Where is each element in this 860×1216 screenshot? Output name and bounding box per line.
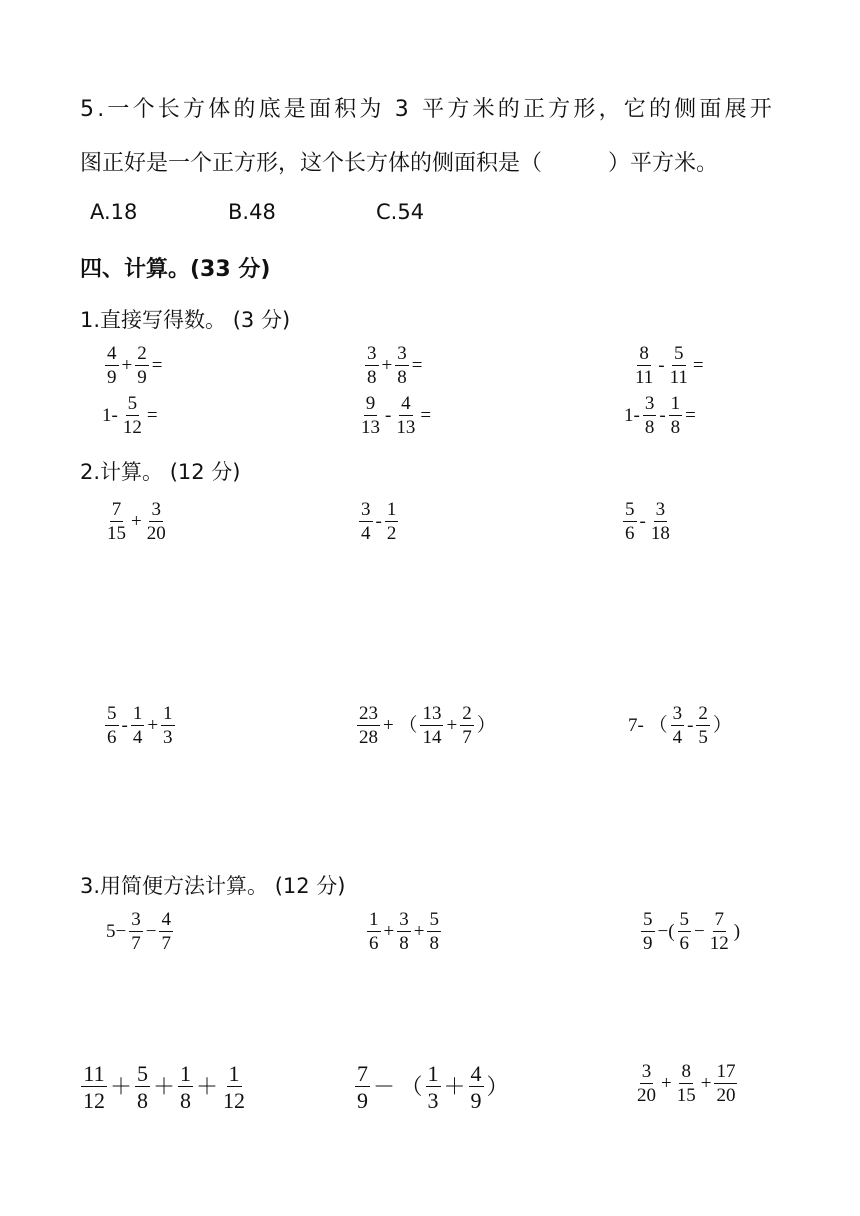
denominator: 8: [367, 366, 377, 388]
operator: +: [147, 715, 159, 737]
numerator: 3: [641, 1061, 652, 1082]
fraction: [669, 394, 683, 438]
numerator: 5: [674, 343, 684, 364]
denominator: 13: [361, 416, 380, 438]
operator: -: [385, 405, 392, 427]
numerator: 1: [180, 1061, 192, 1086]
numerator: 23: [359, 703, 378, 724]
denominator: 20: [146, 522, 166, 544]
part-1-expression: [622, 394, 698, 438]
numerator: 1: [427, 1061, 439, 1086]
numerator: 5: [127, 393, 138, 414]
part-3-expression: [366, 910, 442, 954]
fraction: [671, 704, 685, 748]
denominator: 6: [369, 932, 379, 954]
part-2-expression: [104, 704, 176, 748]
denominator: 18: [650, 522, 670, 544]
part-1-expression: [632, 344, 706, 388]
part-3-expression: [104, 910, 174, 954]
denominator: 7: [131, 932, 141, 954]
denominator: 13: [396, 416, 416, 438]
numerator: 3: [361, 499, 371, 520]
numerator: 7: [357, 1061, 368, 1086]
denominator: 6: [625, 522, 635, 544]
denominator: 4: [672, 726, 683, 748]
part-3-expression: [640, 910, 742, 954]
numerator: 4: [401, 393, 411, 414]
fraction: [420, 704, 443, 748]
denominator: 8: [644, 416, 655, 438]
operator: =: [146, 405, 158, 427]
fraction: [623, 500, 637, 544]
operator: -: [687, 715, 694, 737]
part-1-expression: [358, 394, 433, 438]
fraction: [355, 1062, 370, 1112]
fraction: [397, 910, 411, 954]
operator: =: [685, 405, 696, 427]
numerator: 1: [132, 703, 143, 724]
numerator: 5: [679, 909, 690, 930]
denominator: 2: [386, 522, 397, 544]
denominator: 4: [361, 522, 371, 544]
fraction: [121, 394, 144, 438]
part-3-expression: [80, 1062, 248, 1112]
denominator: 8: [399, 932, 409, 954]
numerator: 11: [83, 1061, 105, 1086]
fraction: [105, 704, 119, 748]
operator: － （: [373, 1074, 423, 1100]
denominator: 5: [698, 726, 708, 748]
fraction: [359, 394, 382, 438]
part-1-title: 1.直接写得数。 (3 分): [80, 308, 291, 332]
denominator: 9: [107, 366, 117, 388]
denominator: 8: [180, 1088, 192, 1114]
part-1-expression: [104, 344, 164, 388]
fraction: [427, 910, 441, 954]
operator: +: [121, 355, 133, 377]
operator: ＋: [153, 1074, 176, 1100]
denominator: 28: [359, 726, 378, 748]
fraction: [135, 344, 149, 388]
numerator: 3: [397, 343, 407, 364]
fraction: [395, 344, 409, 388]
numerator: 2: [698, 703, 708, 724]
section-4-heading: 四、计算。(33 分): [80, 257, 271, 282]
operator: ）: [712, 715, 732, 737]
numerator: 3: [131, 909, 141, 930]
fraction: [221, 1062, 247, 1112]
fraction: [675, 1062, 698, 1106]
question-5-line-2: 图正好是一个正方形，这个长方体的侧面积是（ ）平方米。: [80, 151, 719, 176]
operator: =: [420, 405, 432, 427]
numerator: 3: [151, 499, 161, 520]
numerator: 5: [643, 909, 653, 930]
fraction: [469, 1062, 484, 1112]
fraction: [643, 394, 657, 438]
operator: =: [411, 355, 423, 377]
numerator: 3: [399, 909, 409, 930]
fraction: [668, 344, 690, 388]
numerator: 1: [228, 1061, 240, 1086]
operator: 5−: [106, 921, 127, 943]
operator: ): [733, 921, 741, 943]
numerator: 2: [137, 343, 147, 364]
fraction: [394, 394, 417, 438]
question-5-line-1: 5.一个长方体的底是面积为 3 平方米的正方形，它的侧面展开: [80, 97, 775, 122]
numerator: 4: [161, 909, 171, 930]
operator: +: [131, 511, 142, 533]
numerator: 5: [429, 909, 439, 930]
fraction: [708, 910, 731, 954]
part-3-expression: [634, 1062, 738, 1106]
operator: =: [692, 355, 704, 377]
fraction: [714, 1062, 737, 1106]
operator: ＋: [110, 1074, 133, 1100]
denominator: 8: [137, 1088, 149, 1114]
fraction: [81, 1062, 107, 1112]
fraction: [635, 1062, 658, 1106]
choice-c: C.54: [376, 200, 425, 224]
numerator: 3: [655, 499, 666, 520]
part-1-expression: [100, 394, 160, 438]
numerator: 8: [681, 1061, 691, 1082]
fraction: [135, 1062, 150, 1112]
operator: ）: [476, 715, 496, 737]
operator: ＋: [443, 1074, 466, 1100]
numerator: 5: [625, 499, 635, 520]
operator: +: [413, 921, 425, 943]
operator: ＋: [196, 1074, 219, 1100]
part-2-expression: [104, 500, 169, 544]
fraction: [633, 344, 655, 388]
fraction: [367, 910, 381, 954]
denominator: 15: [676, 1084, 696, 1106]
part-2-expression: [356, 704, 498, 748]
operator: =: [151, 355, 163, 377]
operator: -: [658, 355, 665, 377]
operator: -: [659, 405, 666, 427]
numerator: 3: [672, 703, 683, 724]
fraction: [161, 704, 175, 748]
choice-a: A.18: [90, 200, 138, 224]
part-2-expression: [622, 500, 673, 544]
denominator: 6: [679, 932, 690, 954]
numerator: 17: [716, 1061, 736, 1082]
denominator: 3: [427, 1088, 439, 1114]
operator: −(: [657, 921, 675, 943]
denominator: 7: [462, 726, 472, 748]
numerator: 3: [644, 393, 655, 414]
operator: +: [383, 921, 395, 943]
fraction: [145, 500, 168, 544]
fraction: [696, 704, 710, 748]
numerator: 7: [111, 499, 122, 520]
fraction: [129, 910, 143, 954]
denominator: 9: [643, 932, 653, 954]
operator: +: [661, 1073, 672, 1095]
numerator: 1: [163, 703, 173, 724]
fraction: [178, 1062, 193, 1112]
denominator: 15: [107, 522, 126, 544]
operator: +: [700, 1073, 712, 1095]
numerator: 4: [107, 343, 117, 364]
numerator: 13: [422, 703, 442, 724]
fraction: [359, 500, 373, 544]
fraction: [385, 500, 399, 544]
denominator: 11: [635, 366, 654, 388]
denominator: 8: [429, 932, 439, 954]
part-3-title: 3.用简便方法计算。 (12 分): [80, 874, 346, 898]
fraction: [426, 1062, 441, 1112]
fraction: [641, 910, 655, 954]
operator: -: [121, 715, 128, 737]
operator: −: [145, 921, 157, 943]
part-2-expression: [358, 500, 399, 544]
part-3-expression: [354, 1062, 511, 1112]
operator: + （: [383, 715, 418, 737]
numerator: 5: [107, 703, 117, 724]
denominator: 12: [709, 932, 729, 954]
operator: 7- （: [628, 715, 668, 737]
denominator: 3: [163, 726, 173, 748]
part-2-expression: [626, 704, 734, 748]
fraction: [159, 910, 173, 954]
denominator: 7: [161, 932, 171, 954]
operator: −: [694, 921, 705, 943]
part-2-title: 2.计算。 (12 分): [80, 460, 241, 484]
denominator: 12: [223, 1088, 246, 1114]
numerator: 1: [369, 909, 379, 930]
denominator: 9: [470, 1088, 482, 1114]
fraction: [365, 344, 379, 388]
operator: -: [375, 511, 382, 533]
numerator: 9: [365, 393, 376, 414]
denominator: 12: [83, 1088, 105, 1114]
denominator: 11: [669, 366, 688, 388]
operator: +: [381, 355, 393, 377]
fraction: [105, 500, 128, 544]
fraction: [649, 500, 672, 544]
fraction: [460, 704, 474, 748]
fraction: [105, 344, 119, 388]
denominator: 9: [357, 1088, 368, 1114]
denominator: 6: [107, 726, 117, 748]
choice-b: B.48: [228, 200, 276, 224]
operator: +: [446, 715, 458, 737]
denominator: 4: [132, 726, 143, 748]
operator: -: [639, 511, 646, 533]
denominator: 14: [422, 726, 442, 748]
numerator: 7: [714, 909, 725, 930]
numerator: 3: [367, 343, 377, 364]
fraction: [131, 704, 145, 748]
denominator: 8: [670, 416, 681, 438]
numerator: 4: [470, 1061, 482, 1086]
operator: 1-: [102, 405, 118, 427]
numerator: 5: [137, 1061, 149, 1086]
numerator: 1: [386, 499, 397, 520]
denominator: 12: [122, 416, 142, 438]
fraction: [357, 704, 380, 748]
numerator: 1: [670, 393, 681, 414]
part-1-expression: [364, 344, 424, 388]
numerator: 8: [639, 343, 649, 364]
denominator: 20: [716, 1084, 736, 1106]
numerator: 2: [462, 703, 472, 724]
denominator: 9: [137, 366, 147, 388]
denominator: 20: [637, 1084, 656, 1106]
operator: ）: [486, 1074, 509, 1100]
operator: 1-: [624, 405, 640, 427]
denominator: 8: [397, 366, 407, 388]
fraction: [678, 910, 692, 954]
